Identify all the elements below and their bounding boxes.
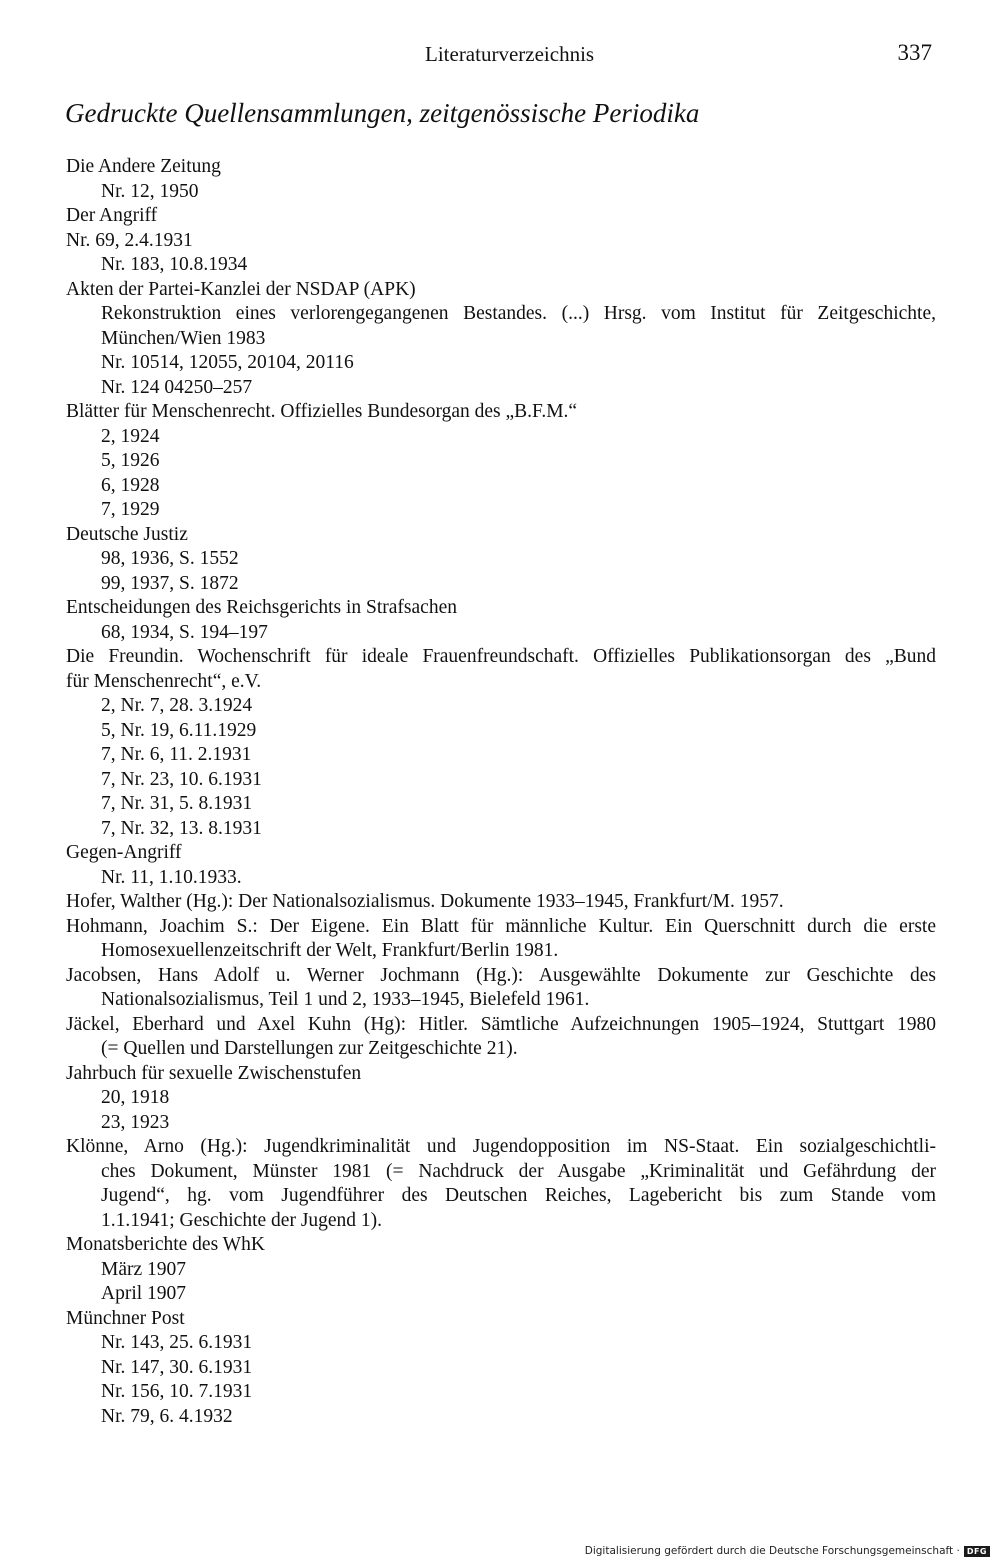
entry-subline: 98, 1936, S. 1552 [101, 548, 239, 569]
entry-subline: 7, Nr. 23, 10. 6.1931 [101, 768, 262, 790]
entry-subline: Nr. 11, 1.10.1933. [101, 866, 242, 888]
entry-subline: 5, Nr. 19, 6.11.1929 [101, 719, 257, 741]
section-heading: Gedruckte Quellensammlungen, zeitgenössische Periodika [65, 98, 700, 128]
entry-line: Jäckel, Eberhard und Axel Kuhn (Hg): Hitler. Sämtliche Aufzeichnungen 1905–1924, Stuttgart 1980 [66, 1013, 936, 1035]
entry-subline: 23, 1923 [101, 1111, 170, 1133]
entry-subline: 68, 1934, S. 194–197 [101, 621, 268, 643]
entry-subline: (= Quellen und Darstellungen zur Zeitgeschichte 21). [101, 1038, 518, 1059]
entry-line: Der Angriff [66, 205, 158, 226]
entry-subline: Nr. 12, 1950 [101, 180, 199, 202]
entry-subline: 7, Nr. 32, 13. 8.1931 [101, 817, 262, 839]
entry-subline: Nationalsozialismus, Teil 1 und 2, 1933–1945, Bielefeld 1961. [101, 989, 590, 1010]
entry-subline: 7, Nr. 31, 5. 8.1931 [101, 793, 253, 814]
entry-subline: Nr. 156, 10. 7.1931 [101, 1381, 253, 1402]
entry-line: Akten der Partei-Kanzlei der NSDAP (APK) [66, 278, 416, 300]
footer-text: Digitalisierung gefördert durch die Deutsche Forschungsgemeinschaft · [584, 1545, 960, 1557]
page-number: 337 [897, 40, 932, 65]
entry-line: Die Freundin. Wochenschrift für ideale Frauenfreundschaft. Offizielles Publikationsorgan des „Bund [66, 646, 936, 667]
entry-line: Gegen-Angriff [66, 842, 182, 863]
entry-subline: Homosexuellenzeitschrift der Welt, Frankfurt/Berlin 1981. [101, 940, 559, 961]
entry-line: Hohmann, Joachim S.: Der Eigene. Ein Blatt für männliche Kultur. Ein Querschnitt durch die erste [66, 915, 936, 937]
running-head [0, 40, 1000, 74]
entry-line: Entscheidungen des Reichsgerichts in Strafsachen [66, 597, 457, 618]
entry-subline: ches Dokument, Münster 1981 (= Nachdruck der Ausgabe „Kriminalität und Gefährdung der [101, 1160, 936, 1182]
entry-subline: München/Wien 1983 [101, 327, 266, 349]
entry-subline: 7, 1929 [101, 499, 160, 520]
digitization-footer [585, 1545, 990, 1557]
entry-line: Nr. 69, 2.4.1931 [66, 229, 193, 251]
entry-subline: Jugend“, hg. vom Jugendführer des Deutschen Reiches, Lagebericht bis zum Stande vom [101, 1185, 936, 1206]
entry-subline: 1.1.1941; Geschichte der Jugend 1). [101, 1209, 383, 1231]
entry-line: Jacobsen, Hans Adolf u. Werner Jochmann (Hg.): Ausgewählte Dokumente zur Geschichte des [66, 964, 936, 986]
entry-line: für Menschenrecht“, e.V. [66, 670, 262, 692]
entry-line: Monatsberichte des WhK [66, 1234, 265, 1255]
bibliography-list [66, 155, 936, 1429]
dfg-logo: DFG [964, 1546, 990, 1557]
entry-subline: Nr. 147, 30. 6.1931 [101, 1356, 253, 1378]
entry-line: Hofer, Walther (Hg.): Der Nationalsozialismus. Dokumente 1933–1945, Frankfurt/M. 1957. [66, 891, 784, 912]
entry-subline: Nr. 10514, 12055, 20104, 20116 [101, 352, 354, 373]
entry-subline: Nr. 143, 25. 6.1931 [101, 1332, 253, 1353]
entry-line: Deutsche Justiz [66, 523, 188, 545]
entry-subline: Nr. 79, 6. 4.1932 [101, 1405, 233, 1427]
entry-line: Blätter für Menschenrecht. Offizielles Bundesorgan des „B.F.M.“ [66, 401, 578, 422]
entry-line: Die Andere Zeitung [66, 156, 221, 177]
entry-subline: 2, Nr. 7, 28. 3.1924 [101, 695, 253, 716]
entry-subline: 20, 1918 [101, 1087, 170, 1108]
entry-subline: Nr. 183, 10.8.1934 [101, 254, 248, 275]
entry-subline: Nr. 124 04250–257 [101, 376, 253, 398]
entry-line: Jahrbuch für sexuelle Zwischenstufen [66, 1062, 362, 1084]
entry-subline: 2, 1924 [101, 425, 160, 447]
entry-line: Münchner Post [66, 1307, 185, 1329]
entry-subline: 6, 1928 [101, 474, 160, 496]
entry-subline: März 1907 [101, 1258, 187, 1280]
entry-subline: 7, Nr. 6, 11. 2.1931 [101, 744, 252, 765]
entry-subline: 99, 1937, S. 1872 [101, 572, 239, 594]
entry-subline: 5, 1926 [101, 450, 160, 471]
entry-line: Klönne, Arno (Hg.): Jugendkriminalität und Jugendopposition im NS-Staat. Ein sozialgeschichtli- [66, 1136, 936, 1157]
running-title: Literaturverzeichnis [425, 42, 595, 66]
entry-subline: April 1907 [101, 1283, 187, 1304]
entry-subline: Rekonstruktion eines verlorengegangenen Bestandes. (...) Hrsg. vom Institut für Zeitgeschichte, [101, 303, 936, 324]
